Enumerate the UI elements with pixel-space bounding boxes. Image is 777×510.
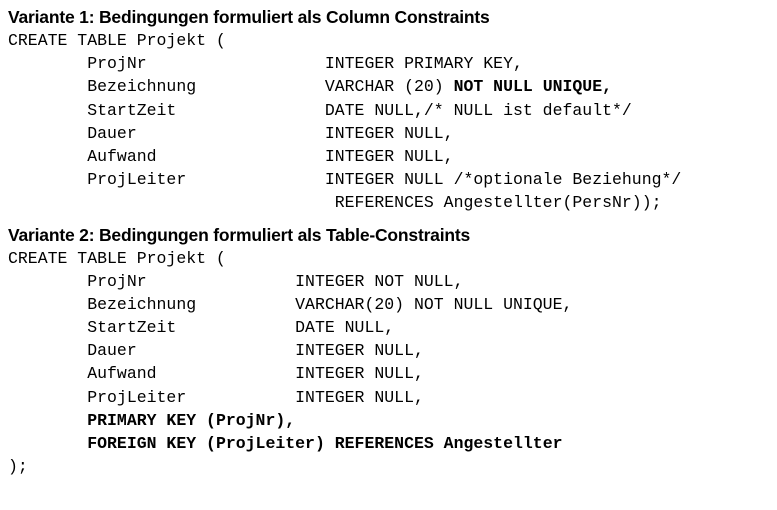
code-line (8, 432, 769, 455)
code-line (8, 362, 769, 385)
code-text: StartZeit DATE NULL,/* NULL ist default*/ (8, 100, 632, 120)
code-line (8, 339, 769, 362)
variant-1-code-block (8, 29, 769, 215)
code-line (8, 99, 769, 122)
code-line (8, 75, 769, 98)
code-text: ); (8, 457, 28, 477)
variant-2-section (0, 215, 777, 479)
code-text: StartZeit DATE NULL, (8, 318, 395, 338)
code-text (8, 411, 87, 430)
code-text: REFERENCES Angestellter(PersNr)); (8, 193, 662, 213)
code-line (8, 191, 769, 214)
code-text-emphasis: NOT NULL UNIQUE, (453, 77, 613, 97)
code-line (8, 122, 769, 145)
code-line (8, 168, 769, 191)
code-text: ProjLeiter INTEGER NULL /*optionale Beziehung*/ (8, 170, 682, 190)
code-text: Bezeichnung VARCHAR (20) (8, 77, 454, 97)
code-text: ProjNr INTEGER NOT NULL, (8, 271, 464, 291)
code-line (8, 52, 769, 75)
code-line (8, 409, 769, 432)
code-line (8, 145, 769, 168)
code-text: Aufwand INTEGER NULL, (8, 364, 424, 384)
code-text: Dauer INTEGER NULL, (8, 341, 424, 361)
code-text: CREATE TABLE Projekt ( (8, 31, 226, 50)
code-text: ProjNr INTEGER PRIMARY KEY, (8, 54, 523, 74)
code-line (8, 247, 769, 270)
code-text (8, 434, 87, 453)
code-text: ProjLeiter INTEGER NULL, (8, 387, 424, 407)
variant-2-heading: Variante 2: Bedingungen formuliert als Table-Constraints (8, 224, 471, 245)
code-text-emphasis: FOREIGN KEY (ProjLeiter) REFERENCES Angestellter (87, 434, 563, 453)
code-text: Dauer INTEGER NULL, (8, 123, 454, 143)
code-line (8, 270, 769, 293)
code-text-emphasis: PRIMARY KEY (ProjNr), (87, 410, 296, 430)
code-line (8, 29, 769, 52)
variant-2-code-block (8, 247, 769, 479)
code-line (8, 293, 769, 316)
variant-1-section (0, 0, 777, 215)
code-text: Aufwand INTEGER NULL, (8, 146, 454, 166)
code-text: CREATE TABLE Projekt ( (8, 248, 226, 268)
code-text: Bezeichnung VARCHAR(20) NOT NULL UNIQUE, (8, 294, 573, 314)
code-line (8, 316, 769, 339)
code-line (8, 455, 769, 478)
code-line (8, 386, 769, 409)
variant-1-heading: Variante 1: Bedingungen formuliert als Column Constraints (8, 7, 490, 27)
